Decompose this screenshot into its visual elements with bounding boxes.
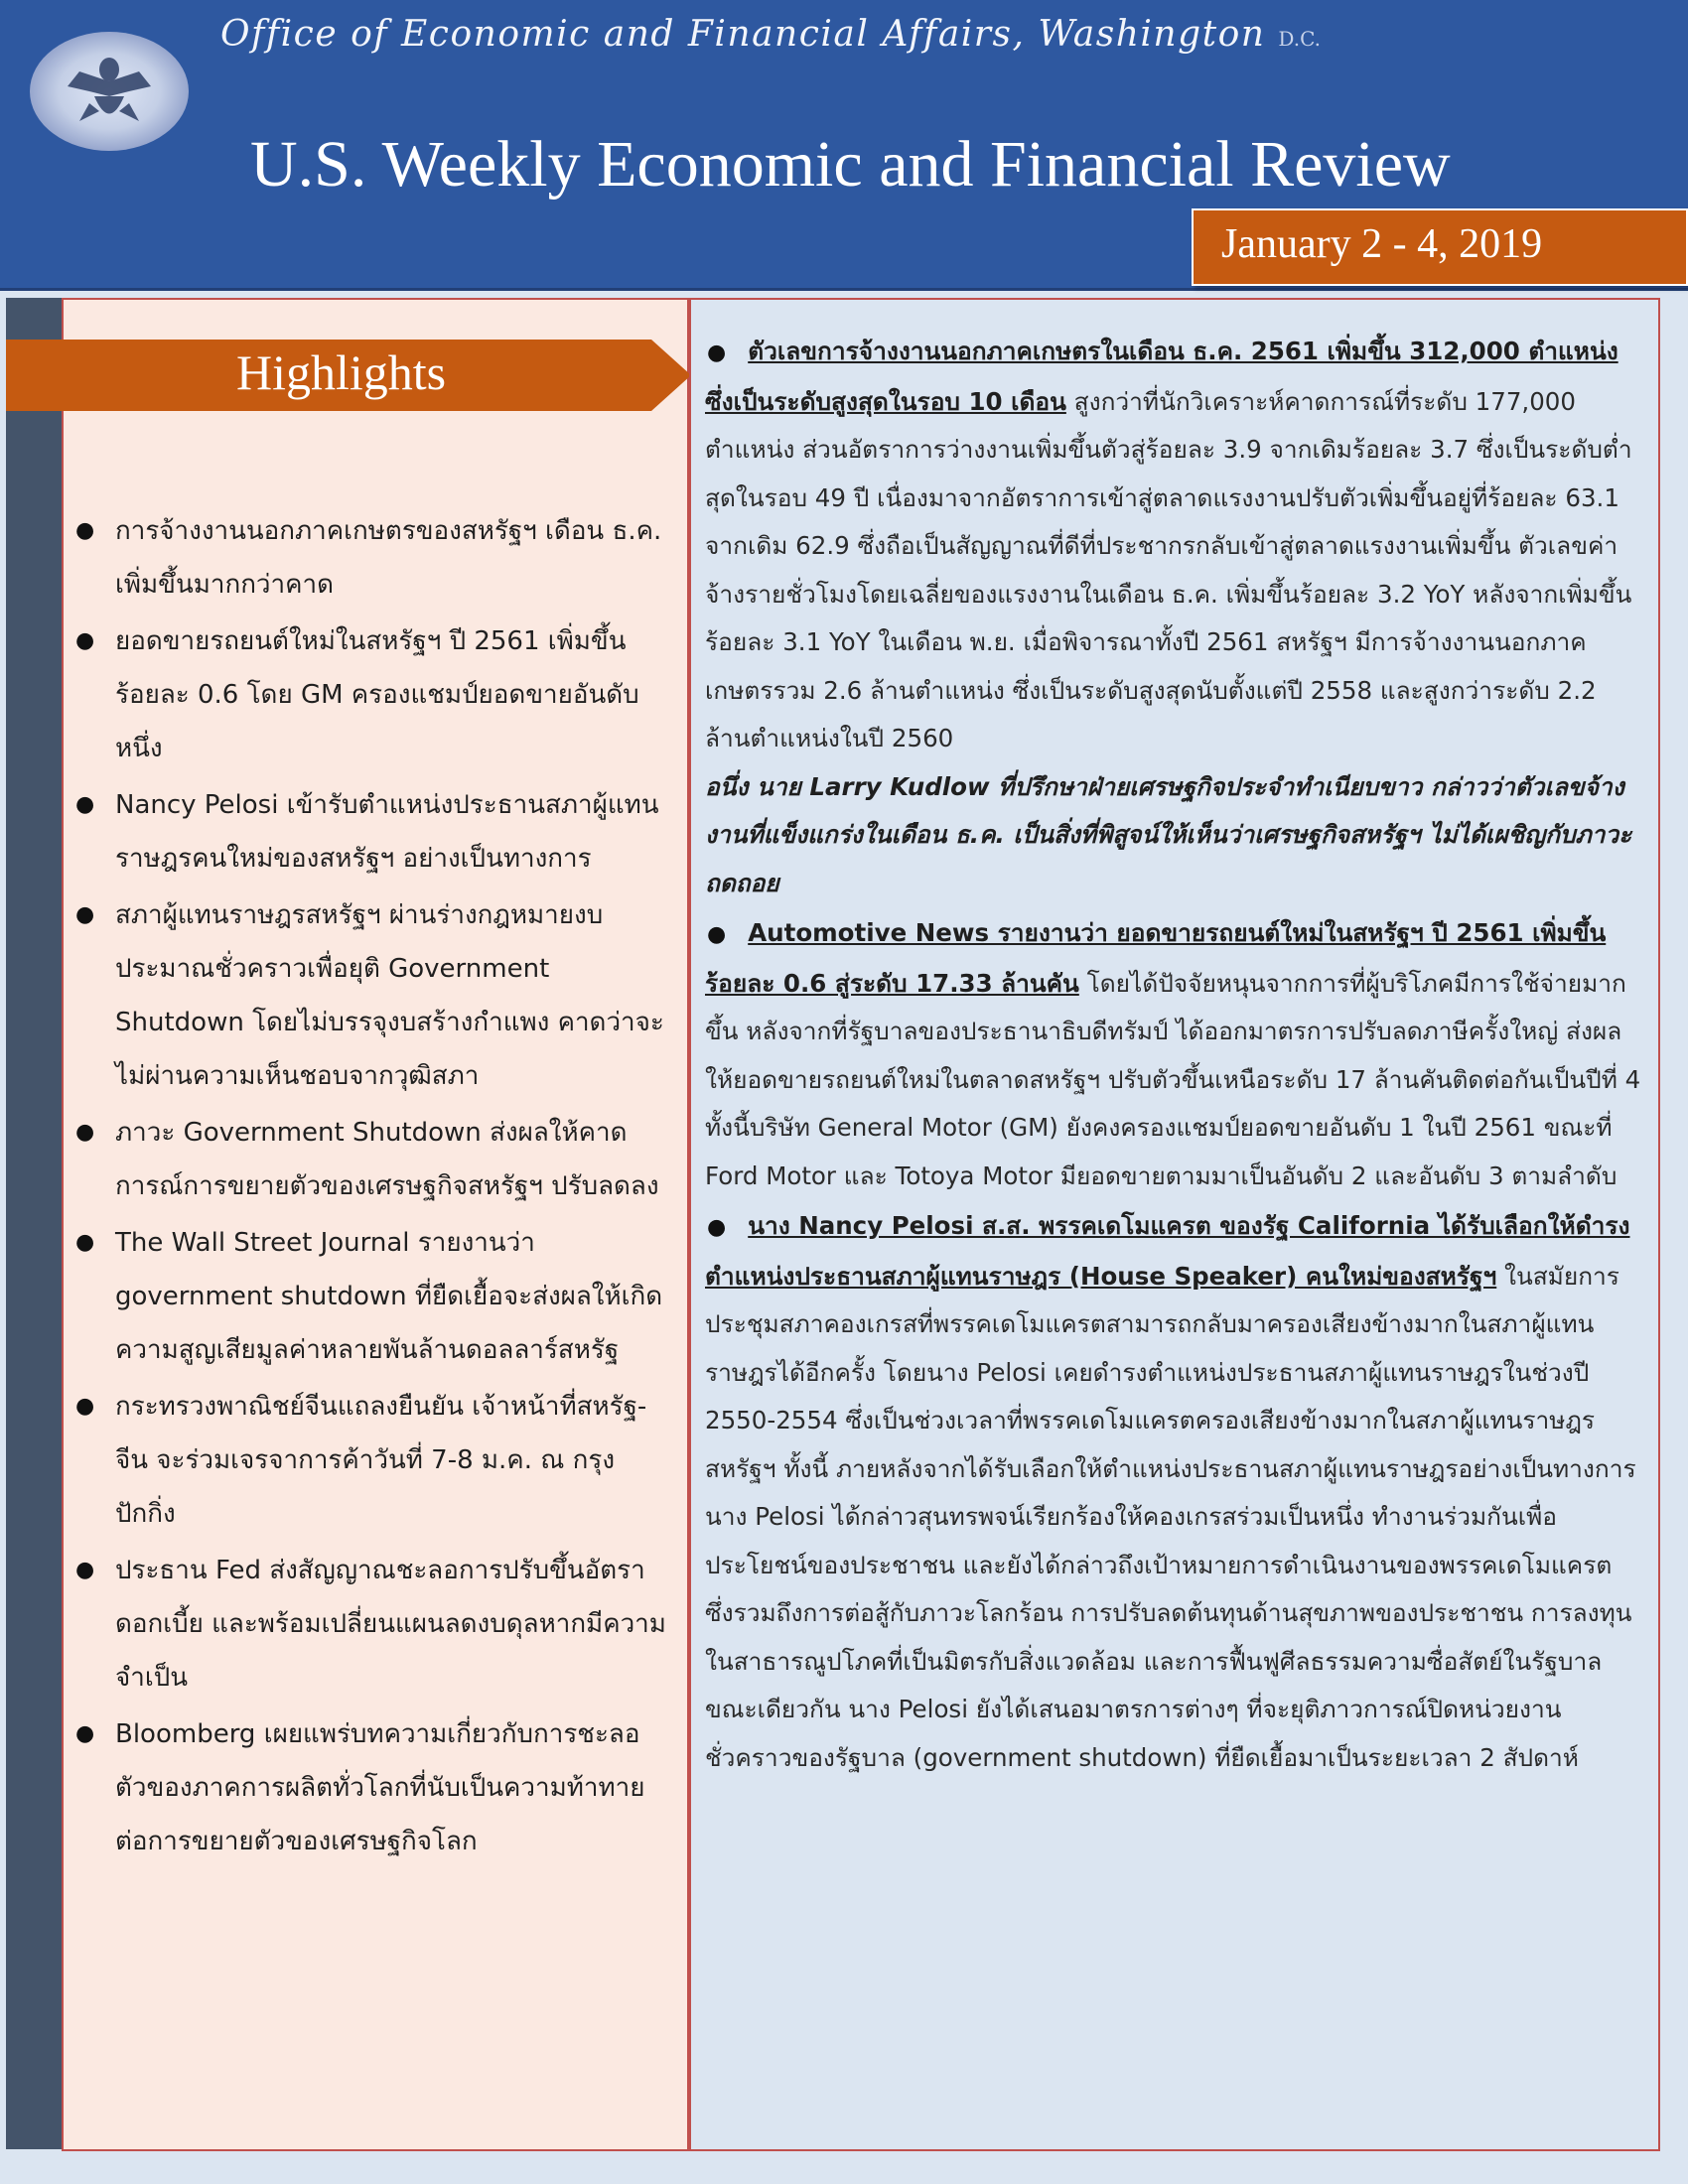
page-header xyxy=(0,0,1688,291)
article-lead: ตัวเลขการจ้างงานนอกภาคเกษตรในเดือน ธ.ค. 2561 เพิ่มขึ้น 312,000 ตำแหน่ง ซึ่งเป็นระดับสูงสุดในรอบ 10 เดือน xyxy=(705,337,1618,416)
page-title: U.S. Weekly Economic and Financial Review xyxy=(250,128,1451,201)
list-item: ● การจ้างงานนอกภาคเกษตรของสหรัฐฯ เดือน ธ.ค. เพิ่มขึ้นมากกว่าคาด xyxy=(73,504,669,612)
article-employment xyxy=(705,328,1644,907)
articles-column xyxy=(705,328,1644,1784)
bullet-icon: ● xyxy=(707,1215,727,1240)
article-body: ในสมัยการประชุมสภาคองเกรสที่พรรคเดโมแครตสามารถกลับมาครองเสียงข้างมากในสภาผู้แทนราษฎรได้อีกครั้ง โดยนาง Pelosi เคยดำรงตำแหน่งประธานสภาผู้แทนราษฎรในช่วงปี 2550-2554 ซึ่งเป็นช่วงเวลาที่พรรคเดโมแครตครองเสียงข้างมากในสภาผู้แทนราษฎรสหรัฐฯ ทั้งนี้ ภายหลังจากได้รับเลือกให้ตำแหน่งประธานสภาผู้แทนราษฎรอย่างเป็นทางการ นาง Pelosi ได้กล่าวสุนทรพจน์เรียกร้องให้คองเกรสร่วมเป็นหนึ่ง ทำงานร่วมกันเพื่อประโยชน์ของประชาชน และยังได้กล่าวถึงเป้าหมายการดำเนินงานของพรรคเดโมแครต ซึ่งรวมถึงการต่อสู้กับภาวะโลกร้อน การปรับลดต้นทุนด้านสุขภาพของประชาชน การลงทุนในสาธารณูปโภคที่เป็นมิตรกับสิ่งแวดล้อม และการฟื้นฟูศีลธรรมความซื่อสัตย์ในรัฐบาล ขณะเดียวกัน นาง Pelosi ยังได้เสนอมาตรการต่างๆ ที่จะยุติภาวการณ์ปิดหน่วยงานชั่วคราวของรัฐบาล (government shutdown) ที่ยืดเยื้อมาเป็นระยะเวลา 2 สัปดาห์ xyxy=(705,1261,1636,1772)
list-item: ● ภาวะ Government Shutdown ส่งผลให้คาดการณ์การขยายตัวของเศรษฐกิจสหรัฐฯ ปรับลดลง xyxy=(73,1106,669,1213)
list-item: ● กระทรวงพาณิชย์จีนแถลงยืนยัน เจ้าหน้าที่สหรัฐ-จีน จะร่วมเจรจาการค้าวันที่ 7-8 ม.ค. ณ กรุงปักกิ่ง xyxy=(73,1380,669,1541)
list-item: ● สภาผู้แทนราษฎรสหรัฐฯ ผ่านร่างกฎหมายงบประมาณชั่วคราวเพื่อยุติ Government Shutdown โดยไม่บรรจุงบสร้างกำแพง คาดว่าจะไม่ผ่านความเห็นชอบจากวุฒิสภา xyxy=(73,888,669,1103)
bullet-icon: ● xyxy=(707,922,727,947)
article-pelosi xyxy=(705,1202,1644,1782)
list-item: ● Nancy Pelosi เข้ารับตำแหน่งประธานสภาผู้แทนราษฎรคนใหม่ของสหรัฐฯ อย่างเป็นทางการ xyxy=(73,778,669,886)
list-item: ● Bloomberg เผยแพร่บทความเกี่ยวกับการชะลอตัวของภาคการผลิตทั่วโลกที่นับเป็นความท้าทายต่อการขยายตัวของเศรษฐกิจโลก xyxy=(73,1707,669,1868)
sidebar-strip xyxy=(6,298,62,2149)
office-name: Office of Economic and Financial Affairs, Washington D.C. xyxy=(220,14,1322,55)
article-body: โดยได้ปัจจัยหนุนจากการที่ผู้บริโภคมีการใช้จ่ายมากขึ้น หลังจากที่รัฐบาลของประธานาธิบดีทรัมป์ ได้ออกมาตรการปรับลดภาษีครั้งใหญ่ ส่งผลให้ยอดขายรถยนต์ใหม่ในตลาดสหรัฐฯ ปรับตัวขึ้นเหนือระดับ 17 ล้านคันติดต่อกันเป็นปีที่ 4 ทั้งนี้บริษัท General Motor (GM) ยังคงครองแชมป์ยอดขายอันดับ 1 ในปี 2561 ขณะที่ Ford Motor และ Totoya Motor มียอดขายตามมาเป็นอันดับ 2 และอันดับ 3 ตามลำดับ xyxy=(705,968,1641,1190)
bullet-icon: ● xyxy=(707,341,727,365)
list-item: ● ยอดขายรถยนต์ใหม่ในสหรัฐฯ ปี 2561 เพิ่มขึ้นร้อยละ 0.6 โดย GM ครองแชมป์ยอดขายอันดับหนึ่ง xyxy=(73,614,669,775)
highlights-list xyxy=(73,504,669,1871)
highlights-banner xyxy=(6,340,691,411)
article-body: สูงกว่าที่นักวิเคราะห์คาดการณ์ที่ระดับ 177,000 ตำแหน่ง ส่วนอัตราการว่างงานเพิ่มขึ้นตัวสู่ร้อยละ 3.9 จากเดิมร้อยละ 3.7 ซึ่งเป็นระดับต่ำสุดในรอบ 49 ปี เนื่องมาจากอัตราการเข้าสู่ตลาดแรงงานปรับตัวเพิ่มขึ้นอยู่ที่ร้อยละ 63.1 จากเดิม 62.9 ซึ่งถือเป็นสัญญาณที่ดีที่ประชากรกลับเข้าสู่ตลาดแรงงานเพิ่มขึ้น ตัวเลขค่าจ้างรายชั่วโมงโดยเฉลี่ยของแรงงานในเดือน ธ.ค. เพิ่มขึ้นร้อยละ 3.2 YoY หลังจากเพิ่มขึ้นร้อยละ 3.1 YoY ในเดือน พ.ย. เมื่อพิจารณาทั้งปี 2561 สหรัฐฯ มีการจ้างงานนอกภาคเกษตรรวม 2.6 ล้านตำแหน่ง ซึ่งเป็นระดับสูงสุดนับตั้งแต่ปี 2558 และสูงกว่าระดับ 2.2 ล้านตำแหน่งในปี 2560 xyxy=(705,386,1632,752)
date-badge xyxy=(1192,208,1688,286)
highlights-heading: Highlights xyxy=(236,344,447,400)
date-label: January 2 - 4, 2019 xyxy=(1221,221,1543,267)
list-item: ● ประธาน Fed ส่งสัญญาณชะลอการปรับขึ้นอัตราดอกเบี้ย และพร้อมเปลี่ยนแผนลดงบดุลหากมีความจำเป็น xyxy=(73,1544,669,1705)
eagle-seal-icon xyxy=(30,32,189,151)
article-note: อนึ่ง นาย Larry Kudlow ที่ปรึกษาฝ่ายเศรษฐกิจประจำทำเนียบขาว กล่าวว่าตัวเลขจ้างงานที่แข็งแกร่งในเดือน ธ.ค. เป็นสิ่งที่พิสูจน์ให้เห็นว่าเศรษฐกิจสหรัฐฯ ไม่ได้เผชิญกับภาวะถดถอย xyxy=(705,771,1632,897)
article-lead: นาง Nancy Pelosi ส.ส. พรรคเดโมแครต ของรัฐ California ได้รับเลือกให้ดำรงตำแหน่งประธานสภาผู้แทนราษฎร (House Speaker) คนใหม่ของสหรัฐฯ xyxy=(705,1211,1630,1291)
list-item: ● The Wall Street Journal รายงานว่า government shutdown ที่ยืดเยื้อจะส่งผลให้เกิดความสูญเสียมูลค่าหลายพันล้านดอลลาร์สหรัฐ xyxy=(73,1216,669,1377)
article-auto-sales xyxy=(705,909,1644,1200)
article-lead: Automotive News รายงานว่า ยอดขายรถยนต์ใหม่ในสหรัฐฯ ปี 2561 เพิ่มขึ้นร้อยละ 0.6 สู่ระดับ 17.33 ล้านคัน xyxy=(705,918,1607,998)
